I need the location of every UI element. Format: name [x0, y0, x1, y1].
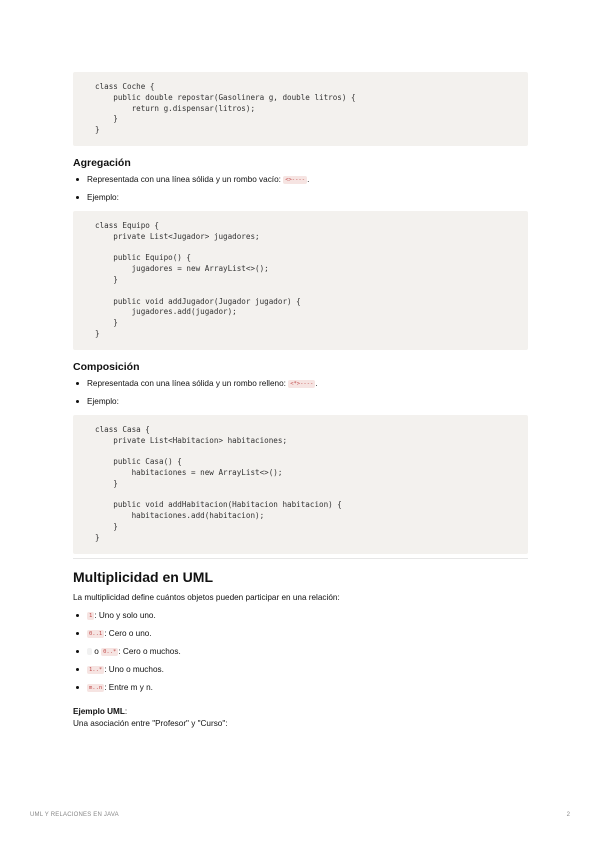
list-item: [73, 647, 528, 657]
inline-code: <*>----: [290, 380, 314, 387]
heading-agregacion: Agregación: [73, 156, 131, 169]
bullet-end: .: [307, 174, 310, 184]
example-label-line: [73, 701, 528, 719]
item-text: : Entre m y n.: [104, 682, 153, 692]
code-block-coche: [73, 72, 528, 146]
item-prefix: o: [94, 646, 99, 656]
page-content: [73, 72, 528, 737]
list-multiplicidad: [73, 611, 528, 693]
example-colon: :: [124, 706, 128, 716]
bullet-text: Ejemplo:: [87, 396, 119, 406]
code-line: }: [95, 114, 118, 124]
code-line: class Casa {: [95, 424, 150, 434]
list-agregacion: [73, 175, 528, 203]
list-item: [73, 397, 528, 407]
example-label: Ejemplo UML: [73, 706, 125, 716]
inline-code-empty: [87, 648, 92, 655]
list-item: [73, 379, 528, 389]
inline-code: m..n: [89, 684, 103, 691]
code-line: public double repostar(Gasolinera g, double litros) {: [95, 92, 356, 102]
bullet-text: Ejemplo:: [87, 192, 119, 202]
code-line: }: [95, 532, 100, 542]
heading-multiplicidad: Multiplicidad en UML: [73, 568, 213, 585]
heading-composicion: Composición: [73, 360, 140, 373]
code-line: jugadores.add(jugador);: [95, 307, 237, 317]
code-line: }: [95, 328, 100, 338]
list-item: [73, 683, 528, 693]
bullet-text: Representada con una línea sólida y un rombo vacío:: [87, 174, 281, 184]
code-line: habitaciones.add(habitacion);: [95, 511, 265, 521]
code-line: }: [95, 125, 100, 135]
code-line: class Equipo {: [95, 220, 160, 230]
code-block-equipo: [73, 211, 528, 350]
code-line: public void addJugador(Jugador jugador) {: [95, 296, 301, 306]
code-line: public void addHabitacion(Habitacion habitacion) {: [95, 500, 342, 510]
code-block-casa: [73, 415, 528, 554]
code-line: public Casa() {: [95, 457, 182, 467]
code-line: }: [95, 274, 118, 284]
code-line: }: [95, 521, 118, 531]
code-line: jugadores = new ArrayList<>();: [95, 264, 269, 274]
code-line: habitaciones = new ArrayList<>();: [95, 467, 283, 477]
paragraph-intro: La multiplicidad define cuántos objetos pueden participar en una relación:: [73, 592, 340, 602]
code-line: [95, 490, 516, 501]
list-item: [73, 629, 528, 639]
list-item: [73, 665, 528, 675]
list-item: [73, 175, 528, 185]
item-text: : Cero o muchos.: [118, 646, 181, 656]
section-divider: [73, 558, 528, 559]
list-composicion: [73, 379, 528, 407]
code-line: private List<Jugador> jugadores;: [95, 231, 260, 241]
code-line: [95, 446, 516, 457]
list-item: [73, 611, 528, 621]
inline-code: 0..*: [103, 648, 117, 655]
code-line: [95, 286, 516, 297]
inline-code: <>----: [285, 176, 306, 183]
inline-code: 0..1: [89, 630, 103, 637]
list-item: [73, 193, 528, 203]
footer-title: UML Y RELACIONES EN JAVA: [30, 812, 119, 818]
item-text: : Uno o muchos.: [104, 664, 164, 674]
code-line: }: [95, 478, 118, 488]
code-line: [95, 243, 516, 254]
code-line: private List<Habitacion> habitaciones;: [95, 435, 288, 445]
example-block: [73, 701, 528, 729]
inline-code: 1: [89, 612, 93, 619]
section-multiplicidad: [73, 569, 528, 729]
bullet-end: .: [315, 378, 318, 388]
code-line: public Equipo() {: [95, 253, 192, 263]
code-line: class Coche {: [95, 82, 155, 91]
example-text: Una asociación entre "Profesor" y "Curso":: [73, 718, 228, 728]
code-line: return g.dispensar(litros);: [95, 103, 256, 113]
code-line: }: [95, 318, 118, 328]
footer-page-number: 2: [566, 812, 570, 818]
inline-code: 1..*: [89, 666, 103, 673]
item-text: : Uno y solo uno.: [94, 610, 156, 620]
bullet-text: Representada con una línea sólida y un rombo relleno:: [87, 378, 286, 388]
item-text: : Cero o uno.: [104, 628, 152, 638]
